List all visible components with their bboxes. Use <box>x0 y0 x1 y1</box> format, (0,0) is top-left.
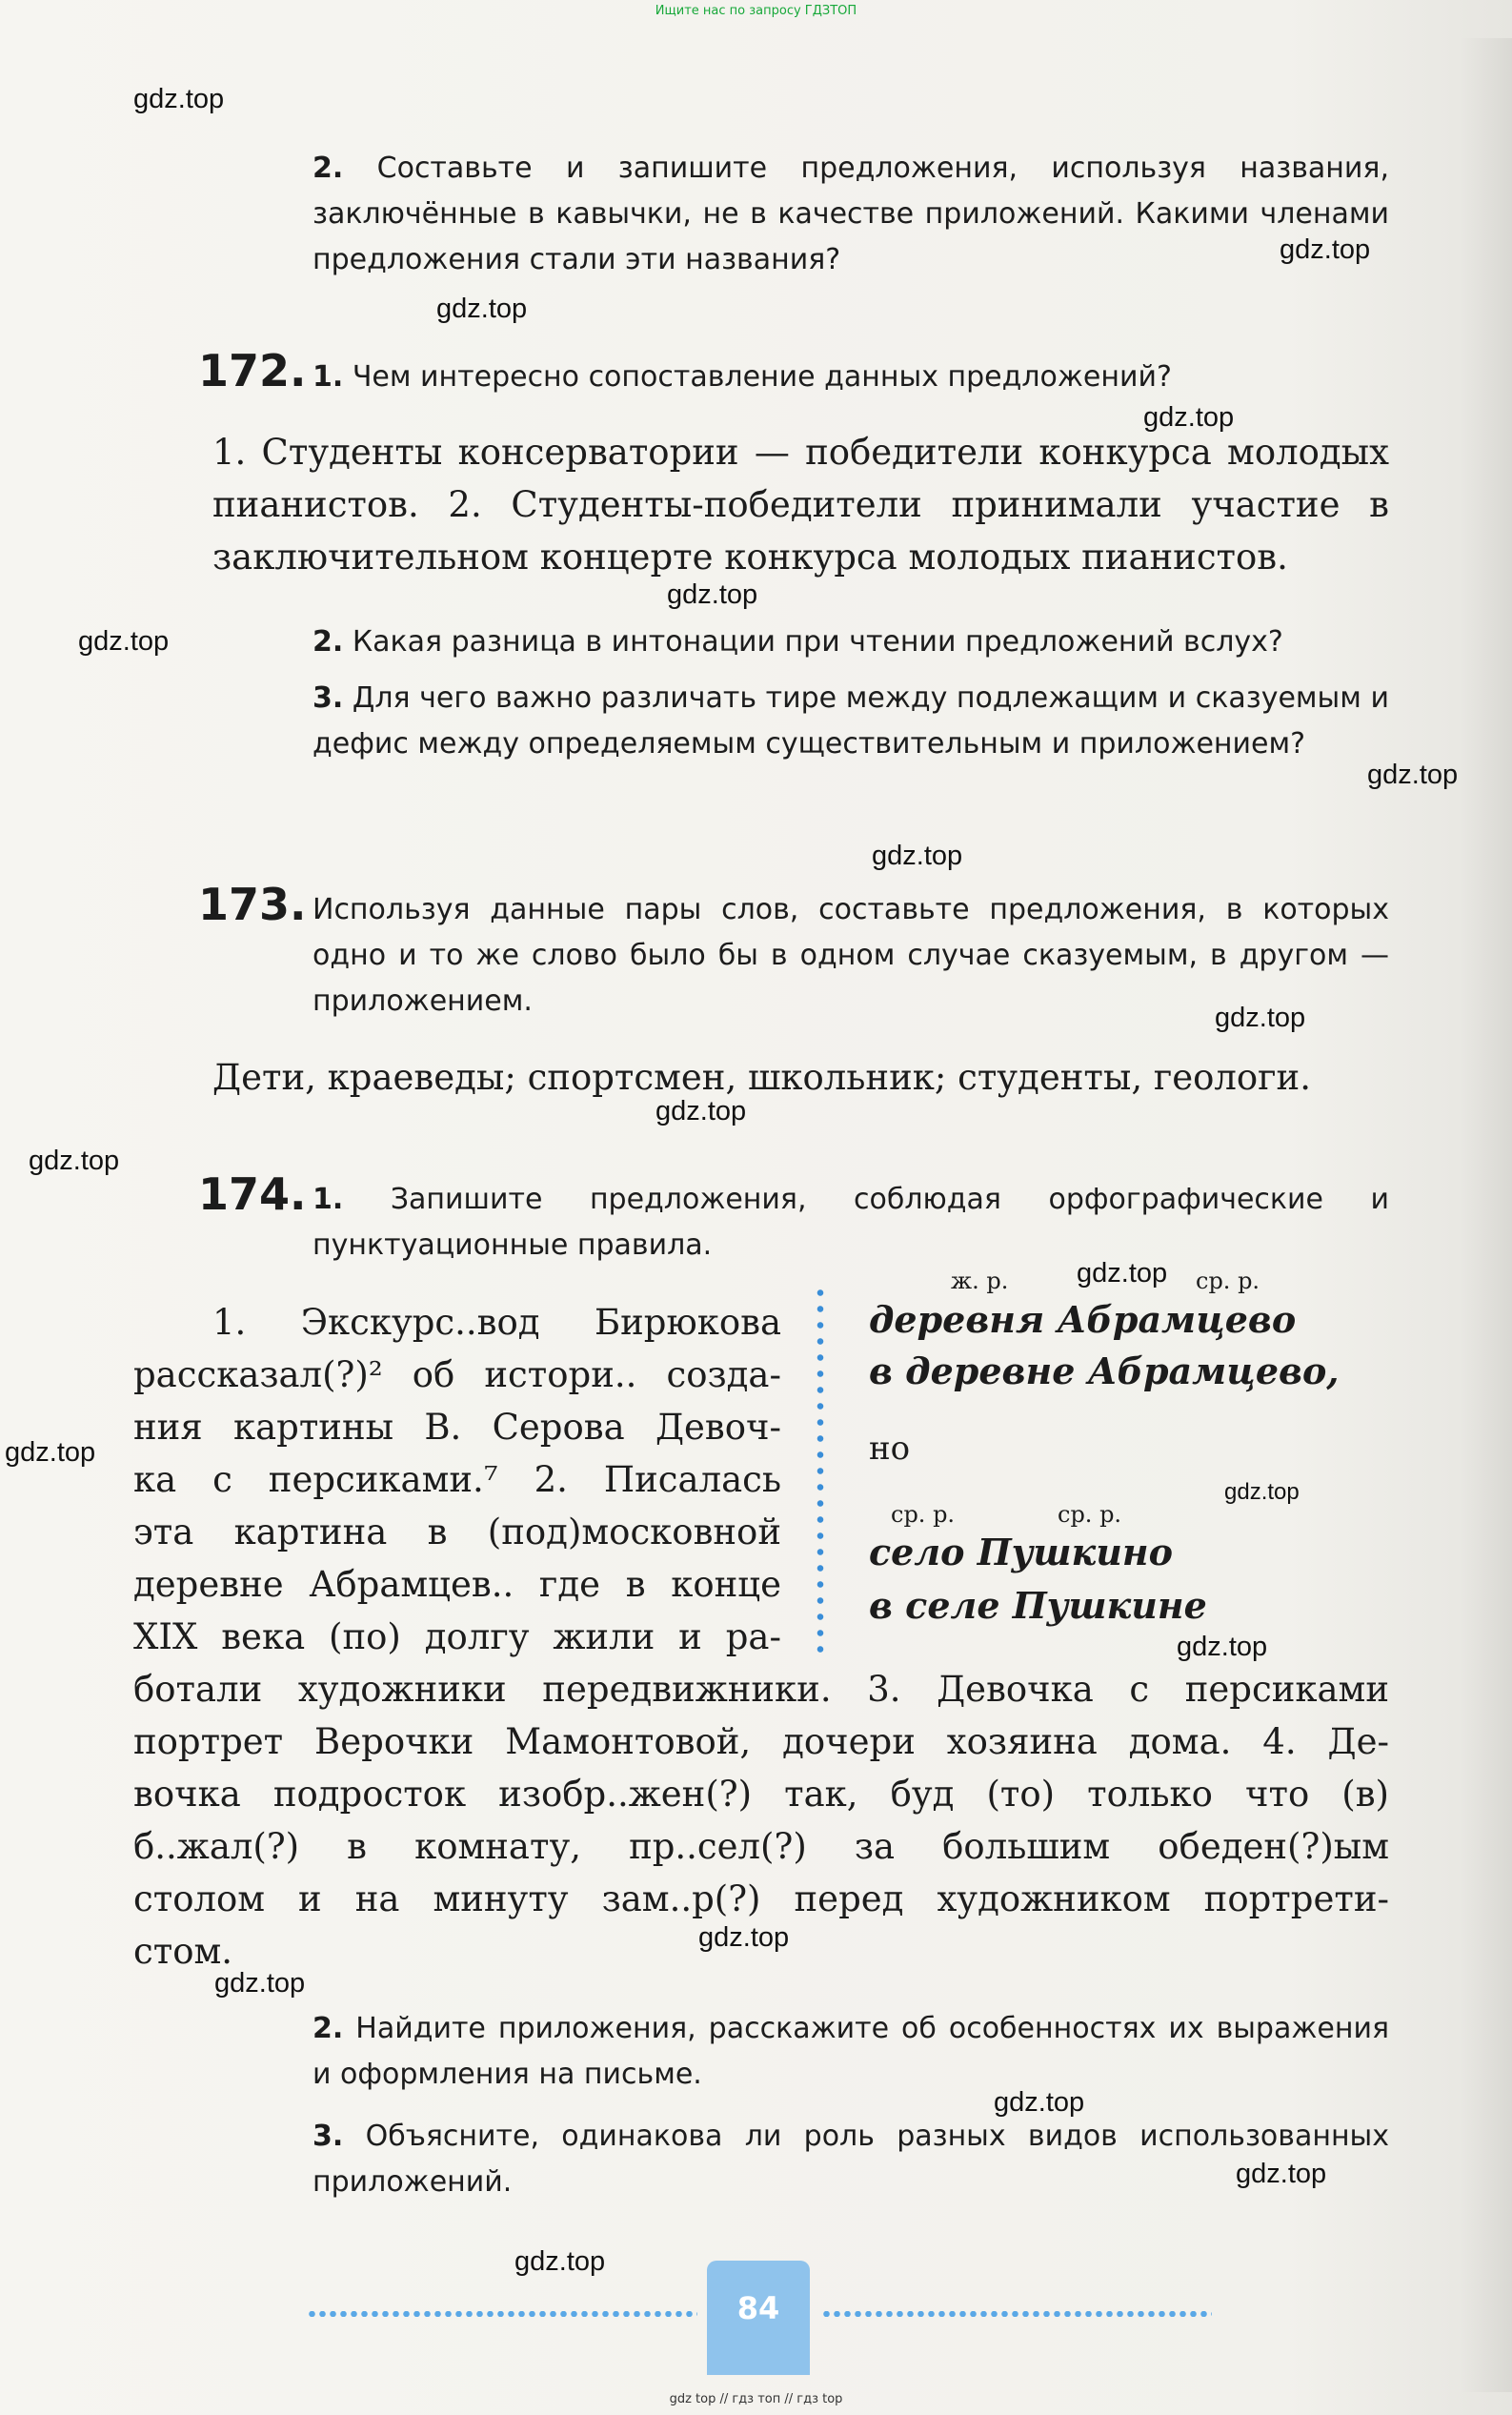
watermark: gdz.top <box>1215 1003 1306 1033</box>
watermark: gdz.top <box>667 579 758 610</box>
exercise-number-174: 174. <box>198 1168 307 1220</box>
exercise-172-sentences: 1. Студенты консерватории — победители конкурса молодых пианистов. 2. Студенты-победители принимали участие в заключительном концерте конкурса молодых пианистов. <box>212 432 1389 578</box>
dotted-separator <box>816 1285 824 1656</box>
text-line: ка с персиками.⁷ 2. Писалась <box>133 1459 781 1500</box>
watermark: gdz.top <box>436 294 528 324</box>
watermark: gdz.top <box>1143 402 1235 433</box>
watermark: gdz.top <box>5 1437 96 1468</box>
footer-dotted-line <box>307 2311 697 2317</box>
watermark: gdz.top <box>994 2087 1085 2118</box>
example-phrase: в деревне Абрамцево, <box>869 1350 1340 1392</box>
exercise-174-text <box>133 1296 1389 1978</box>
text-line: вочка подросток изобр..жен(?) так, буд (то) только что (в) <box>133 1774 1389 1815</box>
exercise-172-task-2 <box>312 619 1389 665</box>
watermark: gdz.top <box>78 626 170 657</box>
watermark: gdz.top <box>1177 1632 1268 1662</box>
task-number: 2. <box>312 152 344 185</box>
gender-label: ср. р. <box>1196 1268 1260 1294</box>
exercise-174-task-3 <box>312 2114 1389 2205</box>
task-text: Составьте и запишите предложения, используя названия, заключённые в кавычки, не в качестве приложений. Какими членами предложения стали эти названия? <box>312 152 1389 276</box>
task-number: 1. <box>312 1183 344 1216</box>
task-text: Запишите предложения, соблюдая орфографические и пунктуационные правила. <box>312 1183 1389 1262</box>
watermark: gdz.top <box>1236 2159 1327 2189</box>
gender-label: ср. р. <box>891 1501 956 1528</box>
watermark: gdz.top <box>872 841 963 871</box>
text-line: стом. <box>133 1931 233 1972</box>
exercise-number-172: 172. <box>198 345 307 396</box>
watermark: gdz.top <box>133 84 225 114</box>
exercise-174-task-2 <box>312 2006 1389 2098</box>
exercise-174-task-1 <box>312 1177 1389 1268</box>
text-line: б..жал(?) в комнату, пр..сел(?) за большим обеден(?)ым <box>133 1826 1389 1867</box>
text-line: портрет Верочки Мамонтовой, дочери хозяина дома. 4. Де- <box>133 1721 1389 1762</box>
watermark: gdz.top <box>1367 760 1459 790</box>
example-phrase: деревня Абрамцево <box>869 1298 1297 1341</box>
exercise-number-173: 173. <box>198 879 307 930</box>
text-line: деревне Абрамцев.. где в конце <box>133 1564 781 1605</box>
gender-label: ж. р. <box>951 1268 1009 1294</box>
text-line: столом и на минуту зам..р(?) перед художником портрети- <box>133 1878 1389 1919</box>
footer-dotted-line <box>821 2311 1212 2317</box>
example-phrase: село Пушкино <box>869 1531 1173 1573</box>
watermark: gdz.top <box>698 1922 790 1953</box>
watermark: gdz.top <box>1280 234 1371 265</box>
text-line: 1. Экскурс..вод Бирюкова <box>212 1302 781 1343</box>
exercise-173-word-pairs: Дети, краеведы; спортсмен, школьник; студенты, геологи. <box>212 1057 1311 1098</box>
exercise-171-task-2 <box>312 146 1389 283</box>
top-banner[interactable]: Ищите нас по запросу ГДЗТОП <box>655 4 857 18</box>
text-line: рассказал(?)² об истори.. созда- <box>133 1354 781 1395</box>
watermark: gdz.top <box>29 1146 120 1176</box>
exercise-172-task-3 <box>312 676 1389 767</box>
exercise-173-task: Используя данные пары слов, составьте предложения, в которых одно и то же слово было бы в одном случае сказуемым, в другом — приложением. <box>312 893 1389 1018</box>
watermark: gdz.top <box>655 1096 747 1126</box>
task-number: 1. <box>312 360 344 394</box>
task-number: 2. <box>312 2012 344 2045</box>
task-text: Объясните, одинакова ли роль разных видов использованных приложений. <box>312 2120 1389 2199</box>
task-number: 3. <box>312 2120 344 2153</box>
text-line: ния картины В. Серова Девоч- <box>133 1407 781 1448</box>
bottom-banner[interactable]: gdz top // гдз топ // гдз top <box>669 2392 843 2406</box>
task-text: Для чего важно различать тире между подлежащим и сказуемым и дефис между определяемым существительным и приложением? <box>312 681 1389 761</box>
task-number: 3. <box>312 681 344 715</box>
page-edge-shadow <box>1460 38 1512 2392</box>
example-phrase: в селе Пушкине <box>869 1584 1207 1627</box>
text-line: XIX века (по) долгу жили и ра- <box>133 1616 781 1657</box>
task-text: Какая разница в интонации при чтении предложений вслух? <box>352 625 1283 659</box>
gender-label: ср. р. <box>1058 1501 1122 1528</box>
watermark: gdz.top <box>1224 1479 1300 1505</box>
text-line: эта картина в (под)московной <box>133 1512 781 1552</box>
watermark: gdz.top <box>514 2246 606 2277</box>
text-line: ботали художники передвижники. 3. Девочка с персиками <box>133 1669 1389 1710</box>
page-number: 84 <box>707 2261 810 2375</box>
task-text: Найдите приложения, расскажите об особенностях их выражения и оформления на письме. <box>312 2012 1389 2091</box>
task-text: Чем интересно сопоставление данных предложений? <box>352 360 1172 394</box>
exercise-172-task-1 <box>312 355 1389 400</box>
watermark: gdz.top <box>214 1968 306 1999</box>
task-number: 2. <box>312 625 344 659</box>
watermark: gdz.top <box>1077 1258 1168 1289</box>
conjunction-but: но <box>869 1430 911 1468</box>
